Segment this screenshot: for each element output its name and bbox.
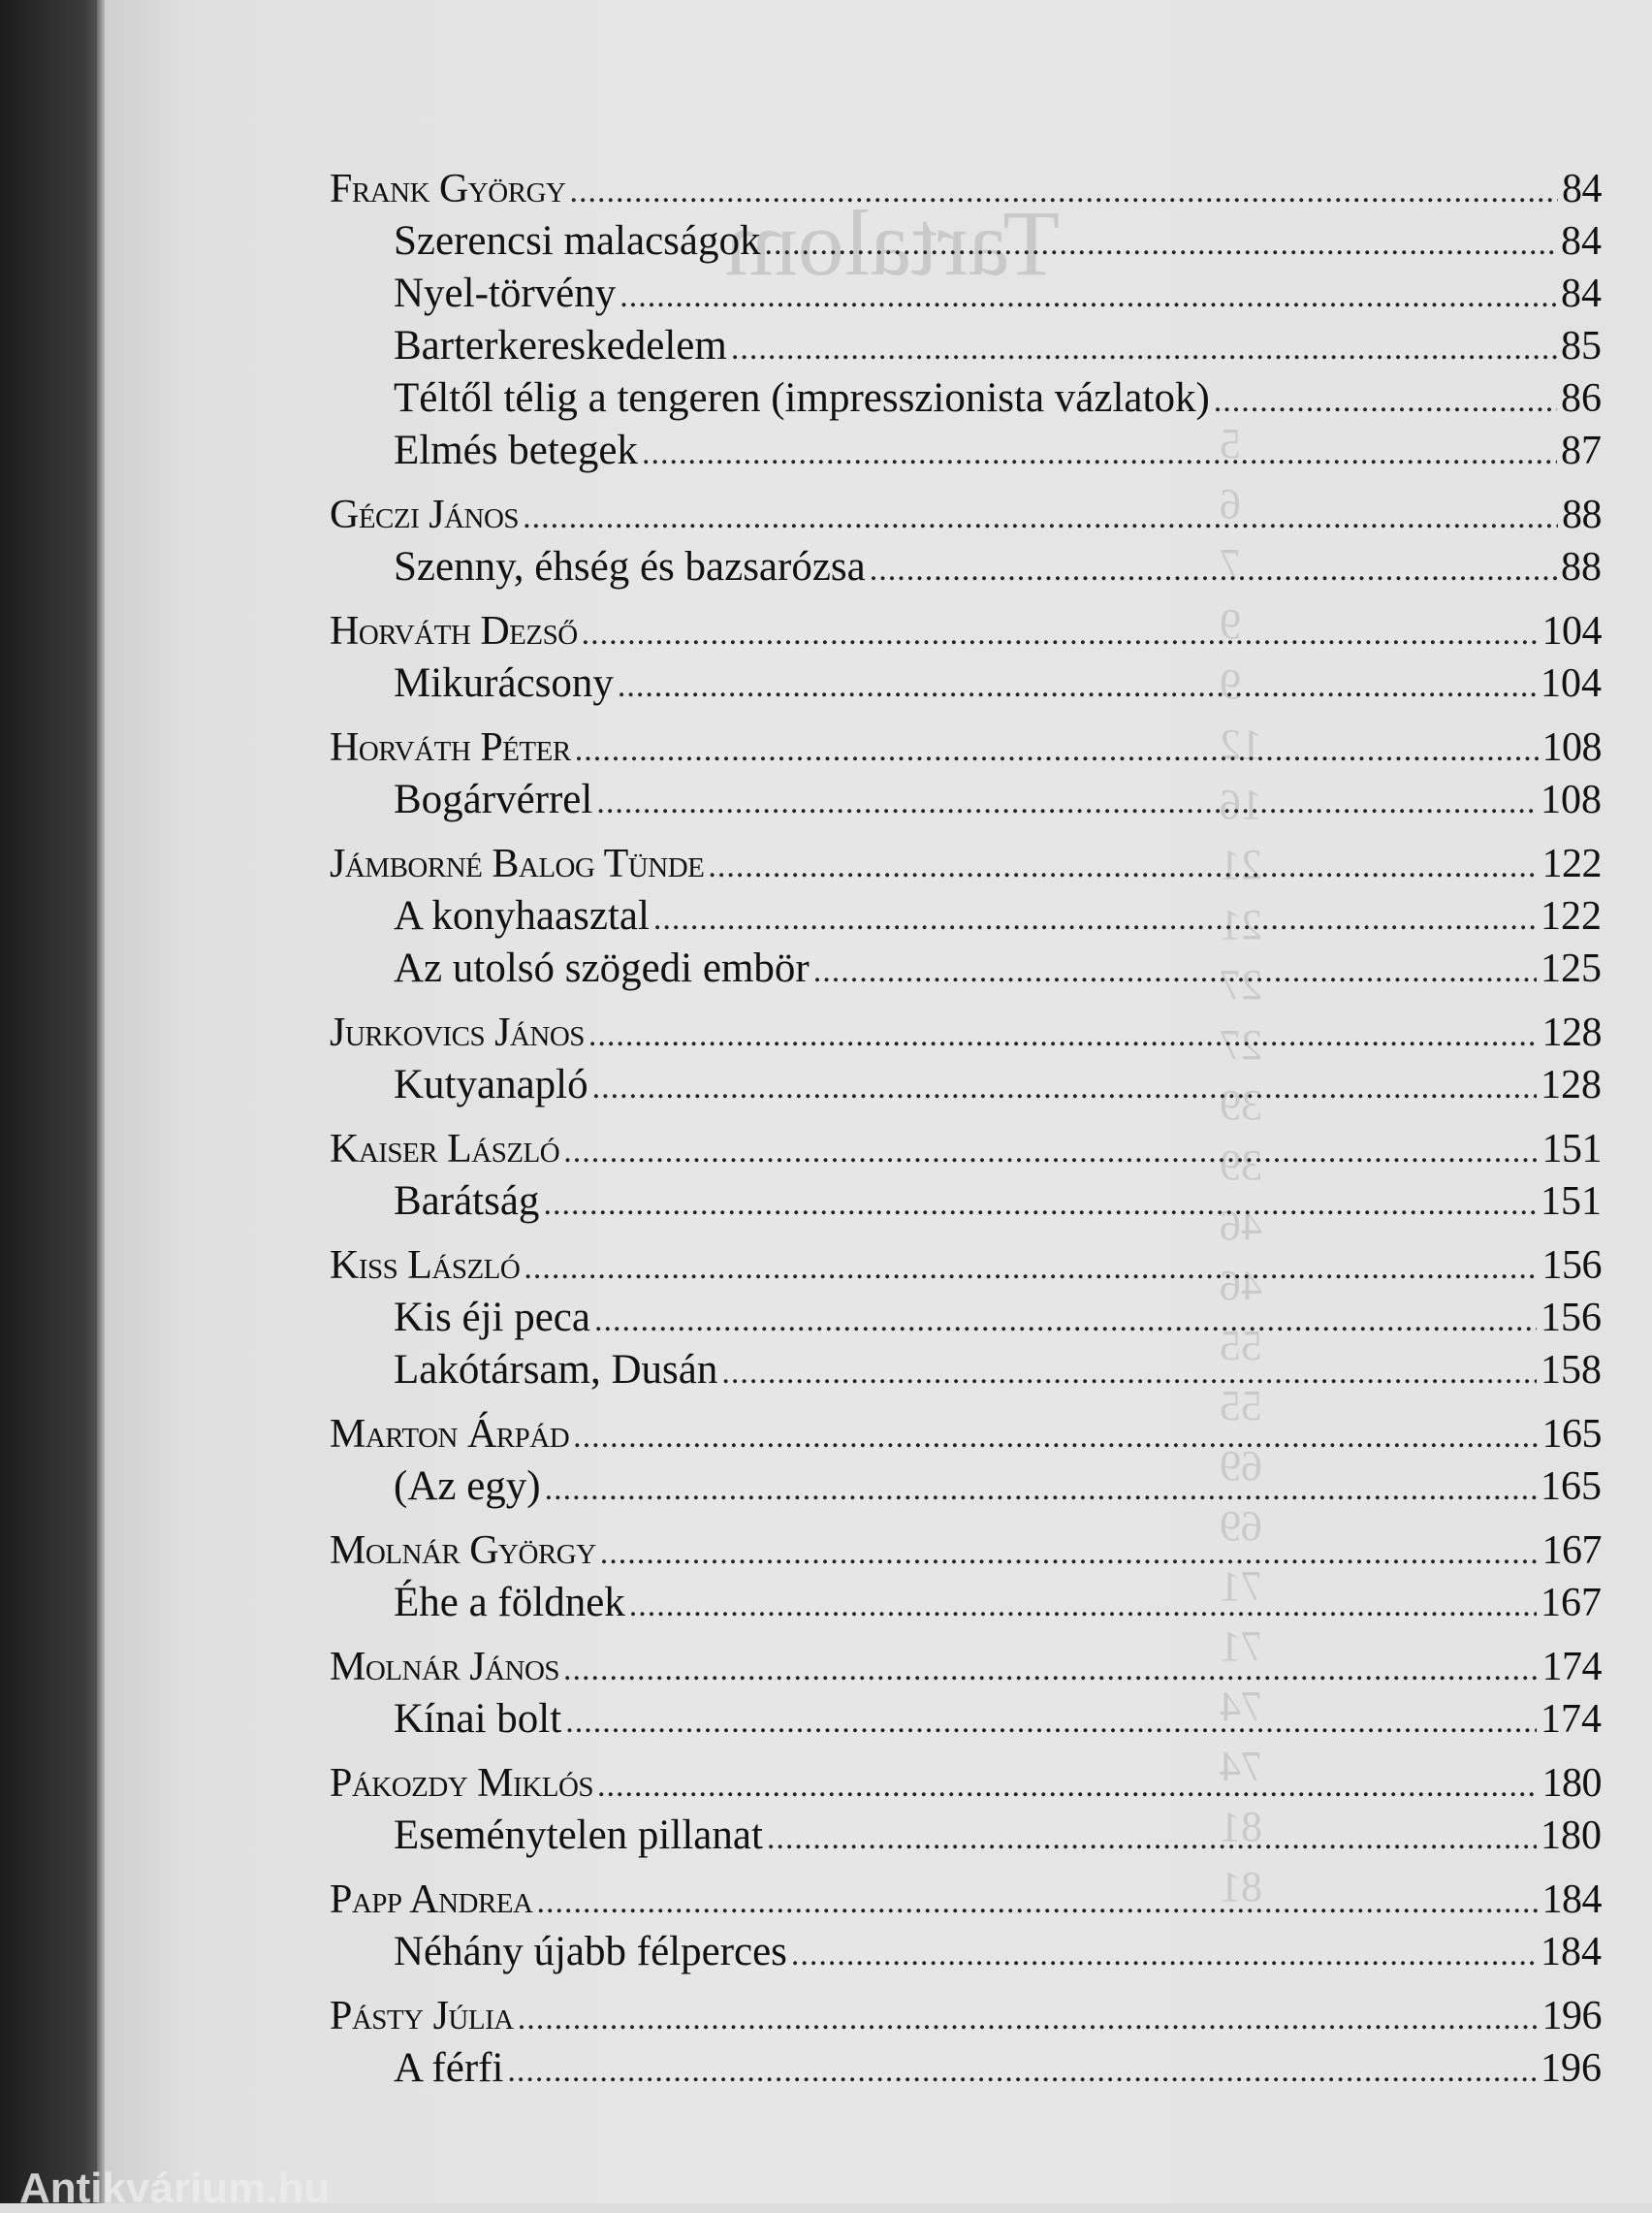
toc-author-entry — [330, 605, 1602, 657]
bleed-through-number: 46 — [1220, 1202, 1262, 1249]
page-number: 122 — [1541, 842, 1602, 886]
page-number: 180 — [1541, 1761, 1602, 1806]
page-number: 167 — [1541, 1528, 1602, 1573]
dot-leader — [642, 428, 1557, 480]
work-title: Barátság — [394, 1178, 540, 1224]
page-number: 125 — [1541, 946, 1602, 991]
page-number: 184 — [1541, 1930, 1602, 1974]
author-name: Pákozdy Miklós — [330, 1761, 594, 1806]
dot-leader — [629, 1580, 1537, 1632]
work-title: Szerencsi malacságok — [394, 218, 761, 264]
toc-work-entry — [330, 320, 1602, 372]
work-title: A konyhaasztal — [394, 893, 650, 939]
toc-work-entry — [330, 268, 1602, 320]
bleed-through-number: 71 — [1220, 1622, 1262, 1670]
bleed-through-number: 21 — [1220, 901, 1262, 948]
bleed-through-number: 21 — [1220, 841, 1262, 888]
dot-leader — [536, 1876, 1538, 1929]
toc-work-entry — [330, 1810, 1602, 1862]
page-number: 84 — [1562, 167, 1602, 211]
dot-leader — [600, 1527, 1539, 1580]
page-number: 167 — [1541, 1581, 1602, 1625]
watermark: Antikvárium.hu — [19, 2165, 331, 2212]
page-number: 104 — [1541, 609, 1602, 654]
author-name: Horváth Péter — [330, 725, 571, 770]
toc-work-entry — [330, 1059, 1602, 1111]
page-number: 108 — [1541, 725, 1602, 770]
toc-work-entry — [330, 1175, 1602, 1228]
work-title: Lakótársam, Dusán — [394, 1347, 718, 1393]
page-number: 180 — [1541, 1813, 1602, 1858]
author-name: Molnár György — [330, 1528, 596, 1573]
page-number: 104 — [1541, 661, 1602, 706]
dot-leader — [597, 1760, 1538, 1812]
page-number: 184 — [1541, 1877, 1602, 1922]
work-title: Az utolsó szögedi embör — [394, 946, 810, 991]
toc-author-entry — [330, 722, 1602, 774]
dot-leader — [620, 271, 1557, 323]
author-name: Frank György — [330, 167, 566, 211]
toc-work-entry — [330, 1460, 1602, 1513]
work-title: Nyel-törvény — [394, 271, 617, 316]
bleed-through-number: 46 — [1220, 1262, 1262, 1309]
dot-leader — [545, 1463, 1537, 1516]
work-title: Bogárvérrel — [394, 777, 593, 822]
work-title: Szenny, éhség és bazsarózsa — [394, 544, 866, 590]
dot-leader — [563, 1644, 1538, 1696]
page-number: 196 — [1541, 2046, 1602, 2091]
work-title: (Az egy) — [394, 1463, 541, 1509]
dot-leader — [596, 777, 1537, 829]
toc-work-entry — [330, 774, 1602, 826]
author-name: Papp Andrea — [330, 1877, 533, 1922]
work-title: Kínai bolt — [394, 1696, 562, 1742]
work-title: Elmés betegek — [394, 428, 638, 473]
dot-leader — [592, 1062, 1537, 1114]
dot-leader — [575, 724, 1539, 777]
toc-work-entry — [330, 657, 1602, 710]
bleed-through-heading: Tartalom — [725, 191, 1061, 295]
bleed-through-number: 69 — [1220, 1502, 1262, 1550]
dot-leader — [721, 1347, 1537, 1399]
page-number: 196 — [1541, 1994, 1602, 2038]
dot-leader — [594, 1295, 1537, 1347]
bleed-through-number: 6 — [1220, 480, 1241, 528]
author-name: Jurkovics János — [330, 1010, 585, 1055]
bleed-through-number: 39 — [1220, 1141, 1262, 1189]
toc-work-entry — [330, 1577, 1602, 1629]
dot-leader — [1214, 375, 1557, 428]
page-number: 108 — [1541, 778, 1602, 822]
author-name: Horváth Dezső — [330, 609, 578, 654]
work-title: Eseménytelen pillanat — [394, 1812, 763, 1858]
toc-work-entry — [330, 541, 1602, 593]
bleed-through-number: 74 — [1220, 1743, 1262, 1790]
book-binding-shadow — [0, 0, 103, 2203]
dot-leader — [653, 893, 1537, 946]
toc-work-entry — [330, 1344, 1602, 1396]
bleed-through-number: 27 — [1220, 961, 1262, 1009]
bleed-through-number: 5 — [1220, 420, 1241, 467]
work-title: Néhány újabb félperces — [394, 1929, 787, 1974]
page-number: 88 — [1562, 493, 1602, 537]
dot-leader — [731, 323, 1557, 375]
toc-author-entry — [330, 1874, 1602, 1926]
dot-leader — [870, 544, 1557, 596]
toc-work-entry — [330, 890, 1602, 943]
dot-leader — [582, 608, 1539, 660]
page-number: 165 — [1541, 1464, 1602, 1509]
toc-work-entry — [330, 2042, 1602, 2095]
toc-author-entry — [330, 1123, 1602, 1175]
author-name: Marton Árpád — [330, 1412, 570, 1457]
bleed-through-number: 81 — [1220, 1863, 1262, 1910]
table-of-contents — [330, 163, 1602, 2095]
toc-author-entry — [330, 1239, 1602, 1292]
toc-author-entry — [330, 1641, 1602, 1693]
dot-leader — [708, 841, 1538, 893]
page-number: 174 — [1541, 1645, 1602, 1689]
page-number: 87 — [1561, 429, 1602, 473]
page-number: 158 — [1541, 1348, 1602, 1393]
dot-leader — [563, 1126, 1538, 1178]
work-title: Kutyanapló — [394, 1062, 588, 1107]
toc-author-entry — [330, 838, 1602, 890]
author-name: Géczi János — [330, 493, 520, 537]
page-number: 122 — [1541, 894, 1602, 939]
page-number: 86 — [1561, 376, 1602, 421]
author-name: Molnár János — [330, 1645, 560, 1689]
page-number: 85 — [1561, 324, 1602, 369]
dot-leader — [767, 1812, 1537, 1865]
page-number: 151 — [1541, 1179, 1602, 1224]
dot-leader — [565, 1696, 1537, 1748]
bleed-through-number: 7 — [1220, 540, 1241, 588]
page-number: 156 — [1541, 1243, 1602, 1288]
work-title: Barterkereskedelem — [394, 323, 727, 369]
page-number: 156 — [1541, 1296, 1602, 1340]
page-number: 84 — [1561, 219, 1602, 264]
work-title: Éhe a földnek — [394, 1580, 625, 1625]
bleed-through-number: 55 — [1220, 1382, 1262, 1429]
author-name: Kiss László — [330, 1243, 521, 1288]
page-number: 151 — [1541, 1127, 1602, 1171]
toc-work-entry — [330, 215, 1602, 268]
dot-leader — [791, 1929, 1537, 1981]
dot-leader — [543, 1178, 1537, 1231]
toc-author-entry — [330, 1007, 1602, 1059]
dot-leader — [524, 1242, 1538, 1295]
dot-leader — [813, 946, 1537, 998]
toc-work-entry — [330, 1926, 1602, 1978]
dot-leader — [518, 1993, 1539, 2045]
bleed-through-number: 74 — [1220, 1683, 1262, 1730]
dot-leader — [764, 218, 1557, 271]
work-title: A férfi — [394, 2045, 504, 2091]
page-edge — [97, 0, 105, 2203]
bleed-through-number: 81 — [1220, 1803, 1262, 1850]
page-number: 128 — [1541, 1010, 1602, 1055]
toc-author-entry — [330, 1408, 1602, 1460]
page-number: 128 — [1541, 1063, 1602, 1107]
page-number: 84 — [1561, 272, 1602, 316]
toc-author-entry — [330, 489, 1602, 541]
page-number: 88 — [1561, 545, 1602, 590]
dot-leader — [588, 1010, 1539, 1062]
bleed-through-number: 9 — [1220, 600, 1241, 648]
dot-leader — [573, 1411, 1538, 1463]
bleed-through-number: 9 — [1220, 660, 1241, 708]
dot-leader — [569, 166, 1558, 218]
toc-work-entry — [330, 943, 1602, 995]
work-title: Kis éji peca — [394, 1295, 590, 1340]
bleed-through-number: 71 — [1220, 1562, 1262, 1610]
author-name: Pásty Júlia — [330, 1994, 514, 2038]
dot-leader — [523, 492, 1558, 544]
bleed-through-number: 69 — [1220, 1442, 1262, 1490]
toc-work-entry — [330, 1292, 1602, 1344]
toc-author-entry — [330, 1990, 1602, 2042]
toc-author-entry — [330, 163, 1602, 215]
bleed-through-number: 16 — [1220, 781, 1262, 828]
bleed-through-number: 55 — [1220, 1322, 1262, 1369]
bleed-through-number: 39 — [1220, 1081, 1262, 1129]
bleed-through-number: 27 — [1220, 1021, 1262, 1069]
dot-leader — [618, 660, 1537, 713]
page-number: 174 — [1541, 1697, 1602, 1742]
work-title: Mikurácsony — [394, 660, 614, 706]
dot-leader — [507, 2045, 1537, 2098]
toc-work-entry — [330, 1693, 1602, 1746]
toc-work-entry — [330, 372, 1602, 425]
toc-work-entry — [330, 425, 1602, 477]
bleed-through-number: 12 — [1220, 721, 1262, 768]
toc-author-entry — [330, 1524, 1602, 1577]
author-name: Kaiser László — [330, 1127, 560, 1171]
page-number: 165 — [1541, 1412, 1602, 1457]
author-name: Jámborné Balog Tünde — [330, 842, 705, 886]
work-title: Téltől télig a tengeren (impresszionista vázlatok) — [394, 375, 1210, 421]
toc-author-entry — [330, 1757, 1602, 1810]
